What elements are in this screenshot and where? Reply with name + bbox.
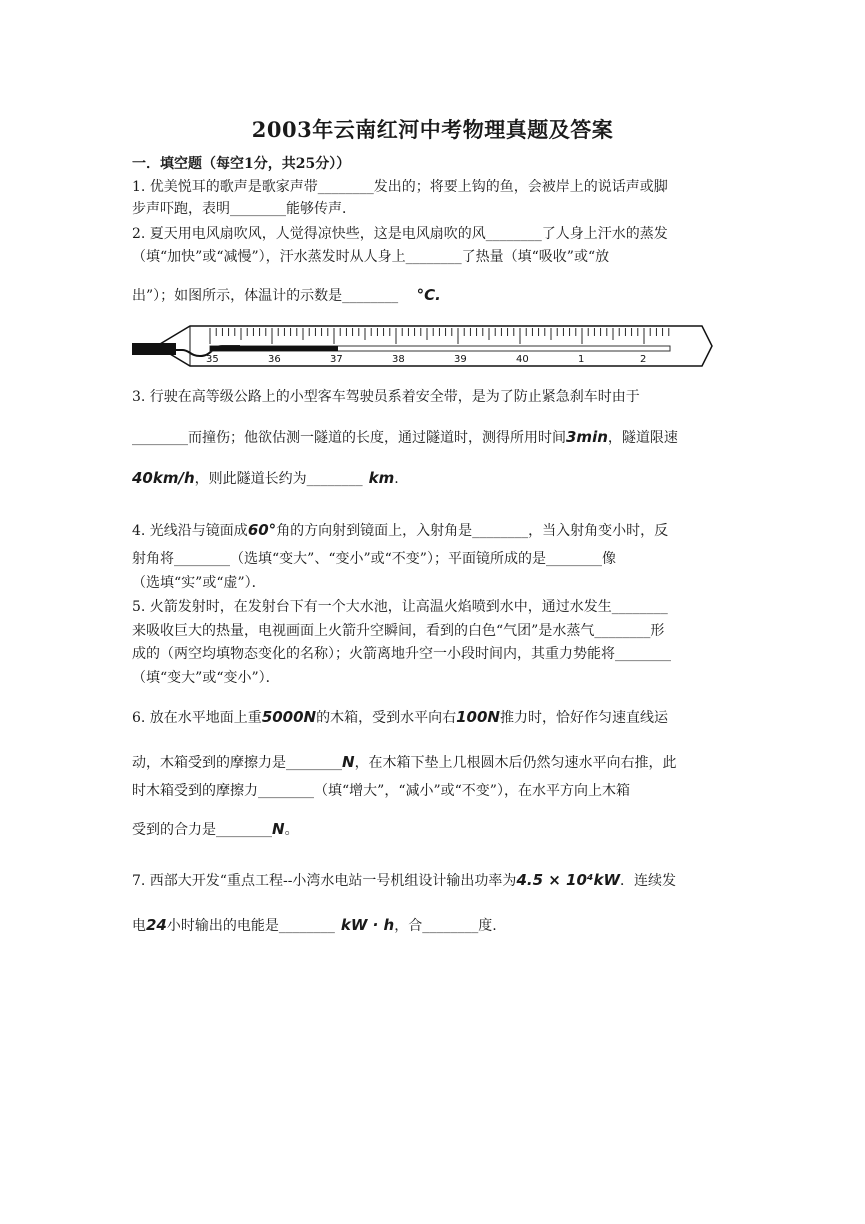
time-value: 3min [566, 428, 608, 446]
thermometer-label: 39 [454, 354, 467, 365]
question-2-line-1: 2. 夏天用电风扇吹风，人觉得凉快些，这是电风扇吹的风________了人身上汗水的蒸发 [132, 226, 668, 242]
question-2-text: 出”）；如图所示，体温计的示数是________ [132, 288, 399, 304]
question-3-text: ，则此隧道长约为________ [194, 471, 363, 487]
question-6-text: 推力时，恰好作匀速直线运 [500, 710, 668, 726]
thermometer-label: 38 [392, 354, 405, 365]
question-5-line-3: 成的（两空均填物态变化的名称）；火箭离地升空一小段时间内，其重力势能将________ [132, 646, 671, 662]
page-title: 2003年云南红河中考物理真题及答案 [251, 117, 614, 142]
thermometer-label: 36 [268, 354, 281, 365]
weight-value: 5000N [261, 708, 317, 726]
newton-unit: N [272, 820, 285, 838]
question-7-text: 7. 西部大开发“重点工程--小湾水电站一号机组设计输出功率为 [132, 873, 517, 889]
question-3-text: ________而撞伤；他欲估测一隧道的长度，通过隧道时，测得所用时间 [132, 430, 566, 446]
question-5-line-2: 来吸收巨大的热量，电视画面上火箭升空瞬间，看到的白色“气团”是水蒸气________形 [132, 623, 665, 639]
question-7-line-1 [132, 870, 732, 891]
question-6-line-2 [132, 752, 732, 773]
thermometer-figure [130, 322, 716, 370]
question-7-text: 小时输出的电能是________ [166, 918, 335, 934]
question-2-line-3 [132, 285, 732, 306]
question-5-line-4: （填“变大”或“变小”）． [132, 670, 280, 686]
question-7-line-2 [132, 915, 732, 936]
thermometer-label: 2 [640, 354, 647, 365]
force-value: 100N [456, 708, 500, 726]
km-unit: km [368, 469, 395, 487]
question-3-text: ，隧道限速 [607, 430, 678, 446]
question-6-line-1 [132, 707, 732, 728]
question-3-line-3 [132, 468, 732, 489]
thermometer-label: 35 [206, 354, 219, 365]
thermometer-label: 40 [516, 354, 529, 365]
question-4-line-1 [132, 520, 732, 541]
speed-limit-value: 40km/h [132, 469, 195, 487]
question-6-line-3: 时木箱受到的摩擦力________（填“增大”，“减小”或“不变”），在水平方向上木箱 [132, 783, 630, 799]
question-7-text: ．连续发 [620, 873, 676, 889]
thermometer-ticks [210, 328, 669, 344]
question-6-text: 动，木箱受到的摩擦力是________ [132, 755, 342, 771]
thermometer-label: 37 [330, 354, 343, 365]
thermometer-label: 1 [578, 354, 585, 365]
question-4-line-2: 射角将________（选填“变大”、“变小”或“不变”）；平面镜所成的是________像 [132, 551, 616, 567]
question-6-text: 的木箱，受到水平向右 [316, 710, 457, 726]
question-4-text: 4. 光线沿与镜面成 [132, 523, 248, 539]
section-heading: 一．填空题（每空1分，共25分）） [132, 156, 351, 172]
question-4-text: 角的方向射到镜面上，入射角是________，当入射角变小时，反 [276, 523, 669, 539]
mercury-column [210, 346, 338, 351]
question-4-line-3: （选填“实”或“虚”）． [132, 575, 266, 591]
newton-unit: N [342, 753, 355, 771]
hours-value: 24 [146, 916, 167, 934]
power-value: 4.5 × 10⁴kW [516, 871, 620, 889]
question-6-text: ，在木箱下垫上几根圆木后仍然匀速水平向右推，此 [354, 755, 677, 771]
question-7-text: ，合________度. [394, 918, 497, 934]
question-3-line-1: 3. 行驶在高等级公路上的小型客车驾驶员系着安全带，是为了防止紧急刹车时由于 [132, 389, 640, 405]
question-3-text: . [394, 471, 399, 487]
question-7-text: 电 [132, 918, 146, 934]
question-3-line-2 [132, 427, 732, 448]
angle-value: 60° [247, 521, 277, 539]
celsius-unit: °C. [416, 286, 441, 304]
thermometer-labels [206, 354, 646, 365]
question-6-text: 6. 放在水平地面上重 [132, 710, 262, 726]
question-6-text: 受到的合力是________ [132, 822, 272, 838]
question-1-line-1: 1. 优美悦耳的歌声是歌家声带________发出的；将要上钩的鱼，会被岸上的说话声或脚 [132, 179, 668, 195]
energy-unit: kW · h [340, 916, 395, 934]
question-5-line-1: 5. 火箭发射时，在发射台下有一个大水池，让高温火焰喷到水中，通过水发生________ [132, 599, 668, 615]
question-6-text: 。 [284, 822, 299, 838]
question-2-line-2: （填“加快”或“减慢”），汗水蒸发时从人身上________了热量（填“吸收”或“放 [132, 249, 610, 265]
question-1-line-2: 步声吓跑，表明________能够传声． [132, 201, 356, 217]
question-6-line-4 [132, 819, 732, 840]
